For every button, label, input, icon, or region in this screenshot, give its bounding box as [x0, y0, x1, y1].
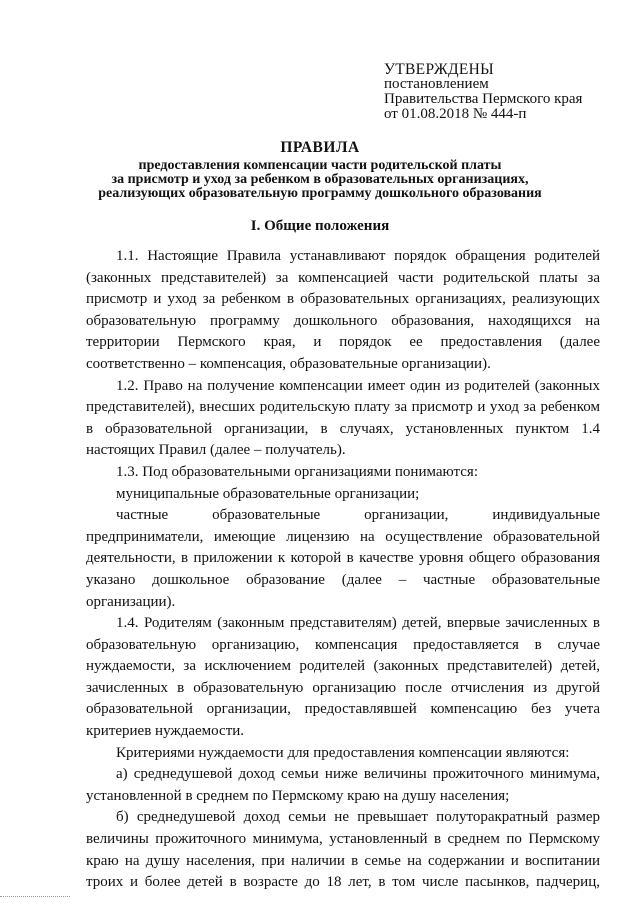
document-title: ПРАВИЛА	[280, 139, 360, 156]
paragraph-1-3-municipal: муниципальные образовательные организации;	[116, 485, 420, 502]
paragraph-1-1: 1.1. Настоящие Правила устанавливают порядок обращения родителей (законных представителей) за компенсацией части родительской платы за присмотр и уход за ребенком в образовательных организациях, реализующих образовательную программу дошкольного образования, находящихся на территории Пермского края, и порядок ее предоставления (далее соответственно – компенсация, образовательные организации).	[86, 248, 600, 372]
paragraph-1-3-private: частные образовательные организации, индивидуальные предприниматели, имеющие лицензию на осуществление образовательной деятельности, в приложении к которой в качестве уровня общего образования указано дошкольное образование (далее – частные образовательные организации).	[86, 507, 600, 610]
approval-title: УТВЕРЖДЕНЫ	[384, 61, 494, 78]
paragraph-criterion-a: а) среднедушевой доход семьи ниже величины прожиточного минимума, установленной в среднем по Пермскому краю на душу населения;	[86, 766, 600, 804]
section-heading: I. Общие положения	[250, 218, 390, 234]
approval-line-government: Правительства Пермского края	[384, 91, 583, 107]
footer-divider	[0, 896, 70, 898]
approval-stamp	[384, 62, 582, 122]
document-subtitle-line-1: предоставления компенсации части родительской платы	[138, 158, 502, 173]
paragraph-1-3: 1.3. Под образовательными организациями понимаются:	[116, 463, 478, 480]
document-subtitle-line-3: реализующих образовательную программу дошкольного образования	[98, 186, 542, 201]
document-subtitle-line-2: за присмотр и уход за ребенком в образовательных организациях,	[111, 172, 529, 187]
paragraph-1-2: 1.2. Право на получение компенсации имеет один из родителей (законных представителей), внесших родительскую плату за присмотр и уход за ребенком в образовательной организации, в случаях, установленных пунктом 1.4 настоящих Правил (далее – получатель).	[86, 377, 600, 459]
paragraph-criterion-b: б) среднедушевой доход семьи не превышает полуторакратный размер величины прожиточного минимума, установленный в среднем по Пермскому краю на душу населения, при наличии в семье на содержании и воспитании троих и более детей в возрасте до 18 лет, в том числе пасынков, падчериц,	[86, 809, 600, 891]
paragraph-1-4: 1.4. Родителям (законным представителям) детей, впервые зачисленных в образовательную организацию, компенсация предоставляется в случае нуждаемости, за исключением родителей (законных представителей) детей, зачисленных в образовательную организацию после отчисления из другой образовательной организации, предоставлявшей компенсацию без учета критериев нуждаемости.	[86, 615, 600, 740]
paragraph-criteria-intro: Критериями нуждаемости для предоставления компенсации являются:	[116, 744, 570, 761]
document-body	[86, 246, 600, 894]
approval-line-resolution: постановлением	[384, 76, 489, 92]
approval-line-date-number: от 01.08.2018 № 444-п	[384, 106, 527, 122]
